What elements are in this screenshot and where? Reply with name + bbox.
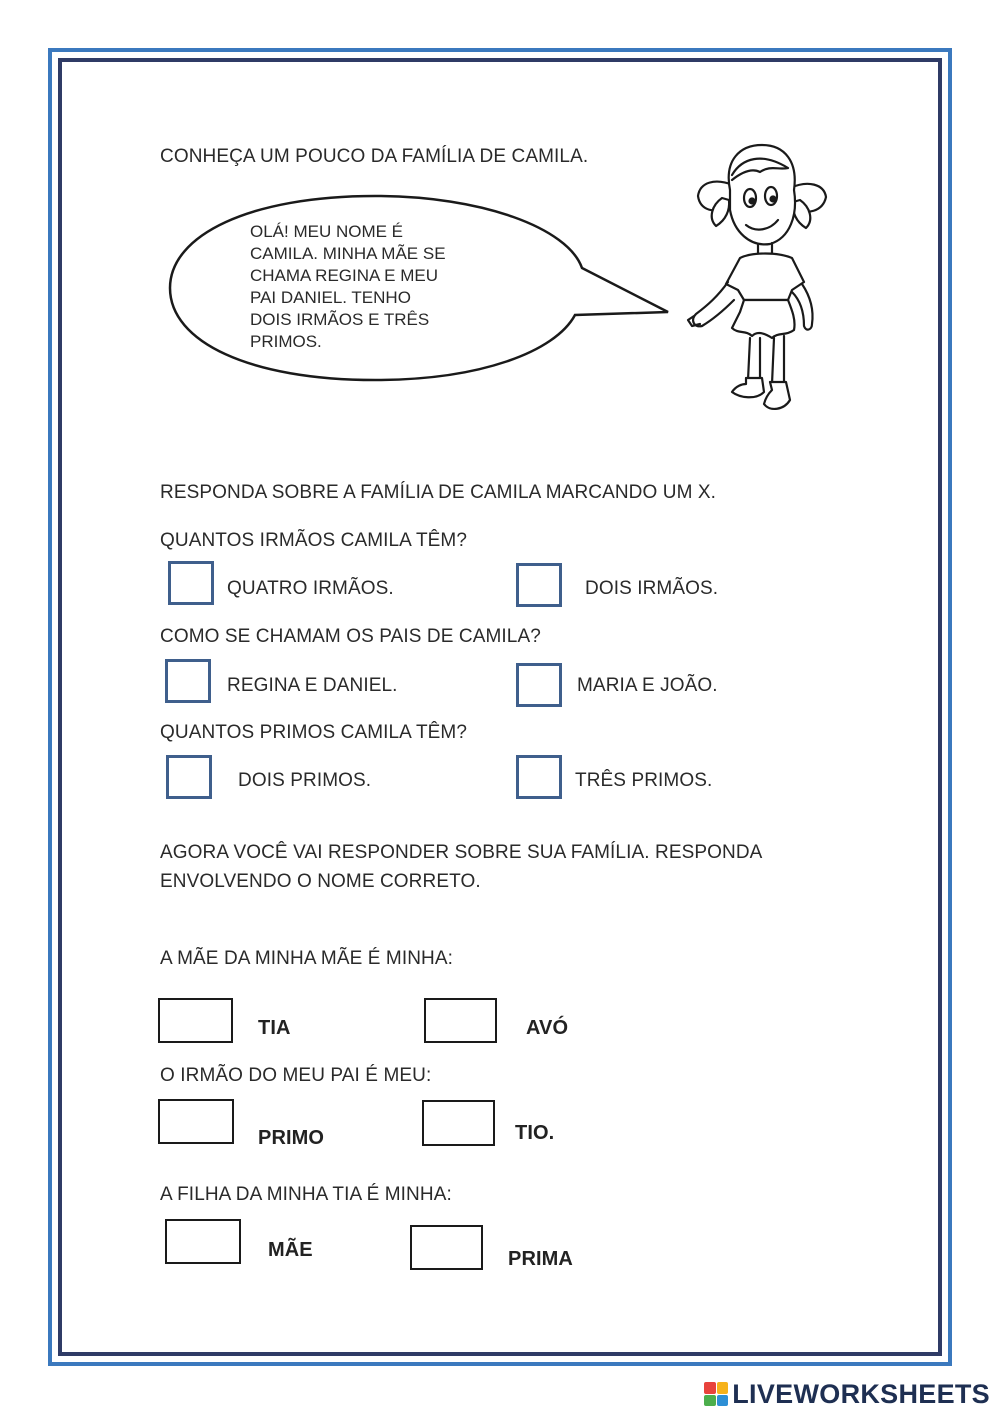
option-avo: AVÓ [526,1017,569,1039]
checkbox-dois-primos[interactable] [166,755,212,799]
checkbox-quatro-irmaos[interactable] [168,561,214,605]
checkbox-maria-joao[interactable] [516,663,562,707]
option-prima: PRIMA [508,1248,573,1270]
checkbox-prima[interactable] [410,1225,483,1270]
checkbox-tio[interactable] [422,1100,495,1146]
option-primo: PRIMO [258,1127,325,1149]
speech-bubble-text: OLÁ! MEU NOME É CAMILA. MINHA MÃE SE CHAMA REGINA E MEU PAI DANIEL. TENHO DOIS IRMÃOS E TRÊS PRIMOS. [250,222,446,351]
intro-title: CONHEÇA UM POUCO DA FAMÍLIA DE CAMILA. [160,146,589,167]
checkbox-tia[interactable] [158,998,233,1043]
option-quatro-irmaos: QUATRO IRMÃOS. [227,578,394,599]
girl-illustration [688,145,826,409]
section2-instruction-line2: ENVOLVENDO O NOME CORRETO. [160,871,481,892]
question-4: A MÃE DA MINHA MÃE É MINHA: [160,948,454,969]
checkbox-tres-primos[interactable] [516,755,562,799]
option-dois-primos: DOIS PRIMOS. [238,770,372,791]
checkbox-dois-irmaos[interactable] [516,563,562,607]
option-tio: TIO. [515,1122,555,1144]
option-tia: TIA [258,1017,291,1039]
liveworksheets-brand [704,1377,990,1411]
section2-instruction-line1: AGORA VOCÊ VAI RESPONDER SOBRE SUA FAMÍLIA. RESPONDA [160,842,763,863]
question-3: QUANTOS PRIMOS CAMILA TÊM? [160,722,468,743]
option-maria-joao: MARIA E JOÃO. [577,675,718,696]
option-mae: MÃE [268,1239,313,1261]
brand-name: LIVEWORKSHEETS [732,1378,990,1409]
option-regina-daniel: REGINA E DANIEL. [227,675,398,696]
checkbox-primo[interactable] [158,1099,234,1144]
question-6: A FILHA DA MINHA TIA É MINHA: [160,1184,452,1205]
question-5: O IRMÃO DO MEU PAI É MEU: [160,1065,432,1086]
liveworksheets-logo-icon [704,1382,728,1406]
question-1: QUANTOS IRMÃOS CAMILA TÊM? [160,530,468,551]
question-2: COMO SE CHAMAM OS PAIS DE CAMILA? [160,626,541,647]
checkbox-avo[interactable] [424,998,497,1043]
option-dois-irmaos: DOIS IRMÃOS. [585,578,719,599]
checkbox-regina-daniel[interactable] [165,659,211,703]
section1-instruction: RESPONDA SOBRE A FAMÍLIA DE CAMILA MARCANDO UM X. [160,482,717,503]
option-tres-primos: TRÊS PRIMOS. [575,770,713,791]
checkbox-mae[interactable] [165,1219,241,1264]
